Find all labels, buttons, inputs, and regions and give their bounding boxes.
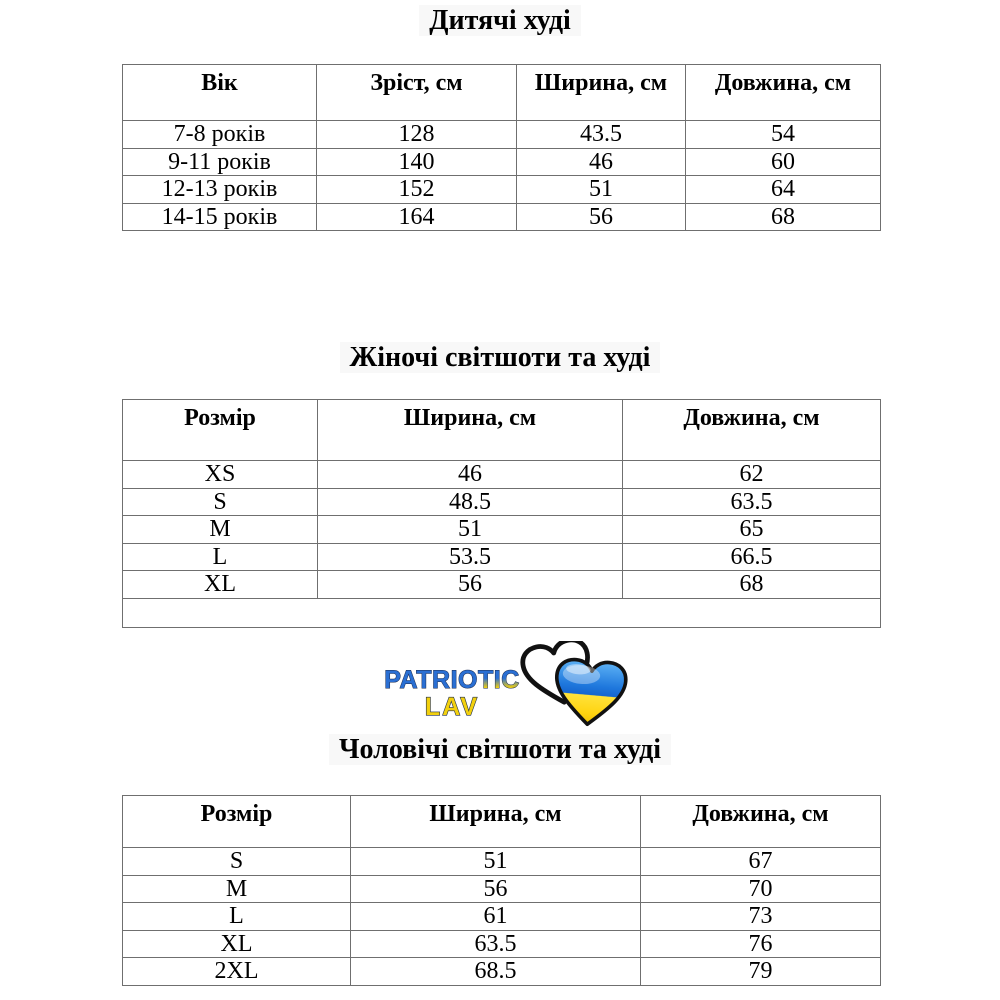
logo-graphic	[372, 641, 642, 741]
table-empty-row	[123, 598, 881, 627]
table-cell: 51	[517, 176, 686, 204]
table-cell: 63.5	[351, 930, 641, 958]
table-cell: 14-15 років	[123, 203, 317, 231]
table-cell: 51	[318, 516, 623, 544]
table-cell: 79	[641, 958, 881, 986]
table-header-row	[123, 400, 881, 461]
table-cell: 43.5	[517, 121, 686, 149]
men-title-text: Чоловічі світшоти та худі	[329, 734, 671, 765]
table-cell: 67	[641, 848, 881, 876]
column-header: Зріст, см	[317, 65, 517, 121]
table-cell: 164	[317, 203, 517, 231]
kids-size-table	[122, 64, 881, 231]
column-header: Розмір	[123, 400, 318, 461]
table-row	[123, 121, 881, 149]
column-header: Ширина, см	[318, 400, 623, 461]
table-cell: L	[123, 543, 318, 571]
table-cell: S	[123, 488, 318, 516]
column-header: Ширина, см	[351, 796, 641, 848]
table-row	[123, 903, 881, 931]
table-cell: 51	[351, 848, 641, 876]
table-cell: L	[123, 903, 351, 931]
table-cell: 70	[641, 875, 881, 903]
table-row	[123, 488, 881, 516]
women-section-title	[0, 341, 1000, 375]
table-cell: 56	[517, 203, 686, 231]
table-cell: 12-13 років	[123, 176, 317, 204]
table-cell: 60	[686, 148, 881, 176]
table-row	[123, 516, 881, 544]
men-size-table	[122, 795, 881, 986]
table-cell: 64	[686, 176, 881, 204]
table-cell: 7-8 років	[123, 121, 317, 149]
table-row	[123, 875, 881, 903]
flag-heart-icon	[553, 658, 627, 727]
table-cell: S	[123, 848, 351, 876]
table-header-row	[123, 65, 881, 121]
table-cell: 65	[623, 516, 881, 544]
column-header: Довжина, см	[686, 65, 881, 121]
table-row	[123, 571, 881, 599]
table-cell: M	[123, 875, 351, 903]
table-cell: 73	[641, 903, 881, 931]
table-cell: M	[123, 516, 318, 544]
men-section-title	[0, 733, 1000, 767]
table-cell: 68.5	[351, 958, 641, 986]
column-header: Розмір	[123, 796, 351, 848]
table-cell: 56	[351, 875, 641, 903]
table-cell: 68	[623, 571, 881, 599]
kids-section-title	[0, 4, 1000, 38]
column-header: Довжина, см	[641, 796, 881, 848]
table-row	[123, 543, 881, 571]
table-cell: 152	[317, 176, 517, 204]
table-cell: 53.5	[318, 543, 623, 571]
patriotic-lav-logo	[372, 641, 642, 741]
logo-text-line2: LAV	[424, 693, 480, 721]
column-header: Довжина, см	[623, 400, 881, 461]
table-row	[123, 148, 881, 176]
table-cell: 46	[517, 148, 686, 176]
women-title-text: Жіночі світшоти та худі	[340, 342, 661, 373]
logo-text-line1: PATRIOTIC	[384, 666, 520, 694]
table-cell: 48.5	[318, 488, 623, 516]
table-cell: 63.5	[623, 488, 881, 516]
table-cell: 68	[686, 203, 881, 231]
table-cell: 61	[351, 903, 641, 931]
table-cell: 56	[318, 571, 623, 599]
table-cell: 140	[317, 148, 517, 176]
table-cell: XL	[123, 930, 351, 958]
table-cell: 54	[686, 121, 881, 149]
table-row	[123, 461, 881, 489]
table-row	[123, 203, 881, 231]
table-cell: 76	[641, 930, 881, 958]
table-cell: XS	[123, 461, 318, 489]
column-header: Ширина, см	[517, 65, 686, 121]
table-cell: 66.5	[623, 543, 881, 571]
table-row	[123, 176, 881, 204]
table-cell: 62	[623, 461, 881, 489]
table-row	[123, 958, 881, 986]
table-row	[123, 930, 881, 958]
table-row	[123, 848, 881, 876]
table-cell: 2XL	[123, 958, 351, 986]
column-header: Вік	[123, 65, 317, 121]
table-cell: 46	[318, 461, 623, 489]
table-cell: 128	[317, 121, 517, 149]
table-cell: 9-11 років	[123, 148, 317, 176]
empty-cell	[123, 598, 881, 627]
table-header-row	[123, 796, 881, 848]
table-cell: XL	[123, 571, 318, 599]
women-size-table	[122, 399, 881, 628]
kids-title-text: Дитячі худі	[419, 5, 581, 36]
